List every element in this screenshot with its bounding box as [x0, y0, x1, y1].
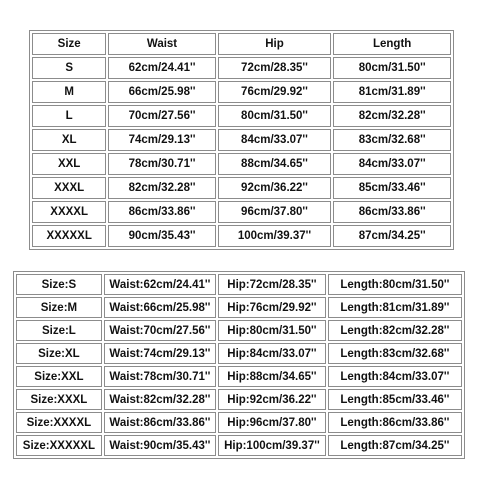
- table-row: [16, 343, 462, 364]
- size-cell: Size:M: [16, 297, 102, 318]
- size-chart-body: [32, 33, 451, 247]
- table-row: [16, 320, 462, 341]
- length-cell: 87cm/34.25'': [333, 225, 451, 247]
- length-cell: 81cm/31.89'': [333, 81, 451, 103]
- header-row: [32, 33, 451, 55]
- length-cell: Length:85cm/33.46'': [328, 389, 462, 410]
- waist-cell: Waist:86cm/33.86'': [104, 412, 216, 433]
- hip-cell: Hip:96cm/37.80'': [218, 412, 326, 433]
- length-cell: 80cm/31.50'': [333, 57, 451, 79]
- size-chart-table: [29, 30, 454, 250]
- hip-cell: Hip:80cm/31.50'': [218, 320, 326, 341]
- length-cell: Length:81cm/31.89'': [328, 297, 462, 318]
- table-row: [32, 201, 451, 223]
- size-cell: M: [32, 81, 106, 103]
- waist-cell: 82cm/32.28'': [108, 177, 215, 199]
- hip-cell: 100cm/39.37'': [218, 225, 332, 247]
- waist-cell: Waist:74cm/29.13'': [104, 343, 216, 364]
- length-cell: 86cm/33.86'': [333, 201, 451, 223]
- header-waist: Waist: [108, 33, 215, 55]
- waist-cell: 66cm/25.98'': [108, 81, 215, 103]
- waist-cell: 70cm/27.56'': [108, 105, 215, 127]
- hip-cell: Hip:100cm/39.37'': [218, 435, 326, 456]
- table-row: [32, 105, 451, 127]
- waist-cell: 74cm/29.13'': [108, 129, 215, 151]
- table-row: [16, 274, 462, 295]
- size-cell: L: [32, 105, 106, 127]
- size-cell: XL: [32, 129, 106, 151]
- size-cell: XXXL: [32, 177, 106, 199]
- table-row: [32, 57, 451, 79]
- waist-cell: Waist:62cm/24.41'': [104, 274, 216, 295]
- table-row: [16, 412, 462, 433]
- hip-cell: 92cm/36.22'': [218, 177, 332, 199]
- hip-cell: Hip:88cm/34.65'': [218, 366, 326, 387]
- length-cell: Length:80cm/31.50'': [328, 274, 462, 295]
- length-cell: Length:82cm/32.28'': [328, 320, 462, 341]
- size-cell: Size:XL: [16, 343, 102, 364]
- table-row: [16, 389, 462, 410]
- header-size: Size: [32, 33, 106, 55]
- waist-cell: 86cm/33.86'': [108, 201, 215, 223]
- waist-cell: Waist:82cm/32.28'': [104, 389, 216, 410]
- size-cell: Size:L: [16, 320, 102, 341]
- labeled-size-table: [13, 271, 465, 459]
- waist-cell: Waist:78cm/30.71'': [104, 366, 216, 387]
- size-cell: Size:S: [16, 274, 102, 295]
- table-row: [32, 225, 451, 247]
- table-row: [16, 297, 462, 318]
- length-cell: Length:87cm/34.25'': [328, 435, 462, 456]
- table-row: [16, 366, 462, 387]
- length-cell: Length:83cm/32.68'': [328, 343, 462, 364]
- waist-cell: Waist:90cm/35.43'': [104, 435, 216, 456]
- length-cell: 84cm/33.07'': [333, 153, 451, 175]
- hip-cell: 72cm/28.35'': [218, 57, 332, 79]
- hip-cell: Hip:72cm/28.35'': [218, 274, 326, 295]
- length-cell: 85cm/33.46'': [333, 177, 451, 199]
- hip-cell: 84cm/33.07'': [218, 129, 332, 151]
- table-row: [32, 129, 451, 151]
- size-cell: XXXXXL: [32, 225, 106, 247]
- hip-cell: 88cm/34.65'': [218, 153, 332, 175]
- table-row: [32, 81, 451, 103]
- size-cell: S: [32, 57, 106, 79]
- hip-cell: Hip:84cm/33.07'': [218, 343, 326, 364]
- table-row: [16, 435, 462, 456]
- length-cell: 83cm/32.68'': [333, 129, 451, 151]
- table-row: [32, 153, 451, 175]
- hip-cell: 96cm/37.80'': [218, 201, 332, 223]
- length-cell: Length:86cm/33.86'': [328, 412, 462, 433]
- hip-cell: Hip:76cm/29.92'': [218, 297, 326, 318]
- header-hip: Hip: [218, 33, 332, 55]
- waist-cell: Waist:66cm/25.98'': [104, 297, 216, 318]
- waist-cell: 78cm/30.71'': [108, 153, 215, 175]
- size-cell: XXL: [32, 153, 106, 175]
- length-cell: Length:84cm/33.07'': [328, 366, 462, 387]
- size-cell: Size:XXXL: [16, 389, 102, 410]
- size-cell: Size:XXXXXL: [16, 435, 102, 456]
- labeled-size-body: [16, 274, 462, 456]
- hip-cell: 76cm/29.92'': [218, 81, 332, 103]
- size-cell: XXXXL: [32, 201, 106, 223]
- hip-cell: Hip:92cm/36.22'': [218, 389, 326, 410]
- header-length: Length: [333, 33, 451, 55]
- hip-cell: 80cm/31.50'': [218, 105, 332, 127]
- size-cell: Size:XXL: [16, 366, 102, 387]
- waist-cell: Waist:70cm/27.56'': [104, 320, 216, 341]
- table-row: [32, 177, 451, 199]
- length-cell: 82cm/32.28'': [333, 105, 451, 127]
- waist-cell: 62cm/24.41'': [108, 57, 215, 79]
- size-cell: Size:XXXXL: [16, 412, 102, 433]
- waist-cell: 90cm/35.43'': [108, 225, 215, 247]
